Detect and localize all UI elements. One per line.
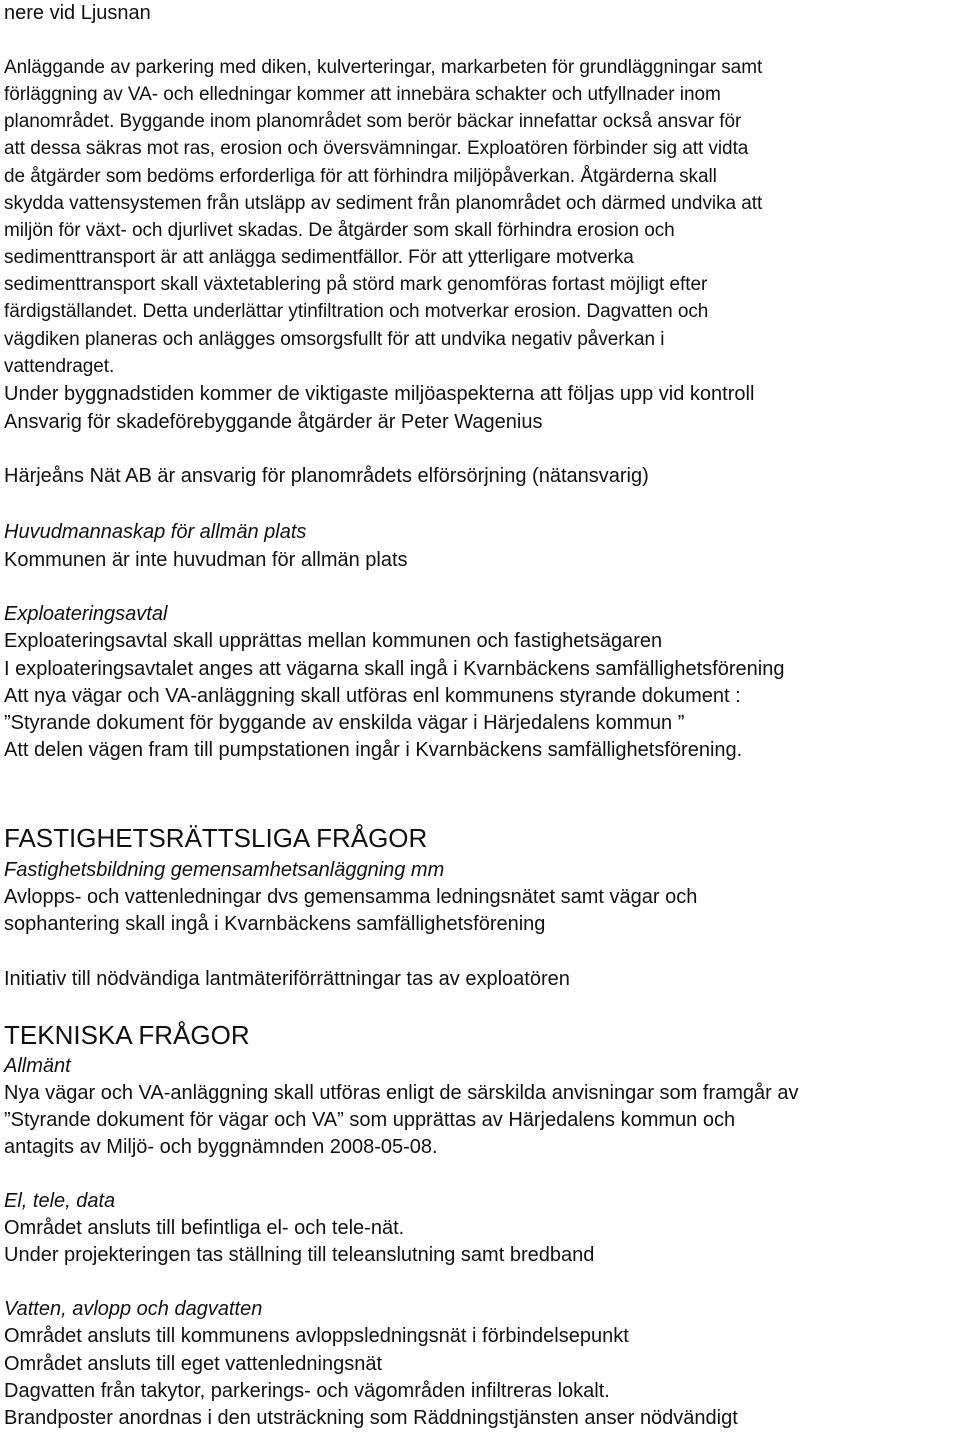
- paragraph-line: planområdet. Byggande inom planområdet som berör bäckar innefattar också ansvar för: [4, 111, 742, 132]
- section-subheading: El, tele, data: [4, 1190, 116, 1212]
- text-line: Dagvatten från takytor, parkerings- och vägområden infiltreras lokalt.: [4, 1380, 610, 1402]
- text-line: Initiativ till nödvändiga lantmäteriförrättningar tas av exploatören: [4, 968, 570, 990]
- section-subheading: Exploateringsavtal: [4, 603, 168, 625]
- text-line: Att delen vägen fram till pumpstationen ingår i Kvarnbäckens samfällighetsförening.: [4, 739, 743, 761]
- text-line: Under byggnadstiden kommer de viktigaste miljöaspekterna att följas upp vid kontroll: [4, 383, 755, 405]
- text-line: Nya vägar och VA-anläggning skall utföras enligt de särskilda anvisningar som framgår av: [4, 1082, 799, 1104]
- text-line: ”Styrande dokument för vägar och VA” som upprättas av Härjedalens kommun och: [4, 1109, 736, 1131]
- section-subheading: Allmänt: [4, 1055, 71, 1077]
- section-subheading: Huvudmannaskap för allmän plats: [4, 521, 307, 543]
- text-line: Brandposter anordnas i den utsträckning som Räddningstjänsten anser nödvändigt: [4, 1407, 738, 1429]
- text-line: Ansvarig för skadeförebyggande åtgärder är Peter Wagenius: [4, 411, 543, 433]
- paragraph-line: miljön för växt- och djurlivet skadas. De åtgärder som skall förhindra erosion och: [4, 220, 675, 241]
- text-line: I exploateringsavtalet anges att vägarna skall ingå i Kvarnbäckens samfällighetsförening: [4, 658, 785, 680]
- text-line: antagits av Miljö- och byggnämnden 2008-05-08.: [4, 1136, 438, 1158]
- paragraph-line: färdigställandet. Detta underlättar ytinfiltration och motverkar erosion. Dagvatten och: [4, 301, 709, 322]
- text-line: Avlopps- och vattenledningar dvs gemensamma ledningsnätet samt vägar och: [4, 886, 698, 908]
- text-line: ”Styrande dokument för byggande av enskilda vägar i Härjedalens kommun ”: [4, 712, 685, 734]
- paragraph-line: skydda vattensystemen från utsläpp av sediment från planområdet och därmed undvika att: [4, 193, 763, 214]
- paragraph-line: Anläggande av parkering med diken, kulverteringar, markarbeten för grundläggningar samt: [4, 57, 763, 78]
- text-line: Under projekteringen tas ställning till teleanslutning samt bredband: [4, 1244, 595, 1266]
- paragraph-line: förläggning av VA- och elledningar kommer att innebära schakter och utfyllnader inom: [4, 84, 721, 105]
- section-subheading: Fastighetsbildning gemensamhetsanläggning mm: [4, 859, 445, 881]
- paragraph-line: sedimenttransport skall växtetablering på störd mark genomföras fortast möjligt efter: [4, 274, 708, 295]
- section-subheading: Vatten, avlopp och dagvatten: [4, 1298, 263, 1320]
- paragraph-line: vägdiken planeras och anlägges omsorgsfullt för att undvika negativ påverkan i: [4, 329, 665, 350]
- paragraph-line: att dessa säkras mot ras, erosion och översvämningar. Exploatören förbinder sig att vidta: [4, 138, 749, 159]
- paragraph-line: sedimenttransport är att anlägga sedimentfällor. För att ytterligare motverka: [4, 247, 634, 268]
- text-line: Exploateringsavtal skall upprättas mellan kommunen och fastighetsägaren: [4, 630, 663, 652]
- text-line: Området ansluts till kommunens avloppsledningsnät i förbindelsepunkt: [4, 1325, 629, 1347]
- text-line: Området ansluts till befintliga el- och tele-nät.: [4, 1217, 405, 1239]
- text-line: Att nya vägar och VA-anläggning skall utföras enl kommunens styrande dokument :: [4, 685, 741, 707]
- text-line: sophantering skall ingå i Kvarnbäckens samfällighetsförening: [4, 913, 546, 935]
- text-line: Härjeåns Nät AB är ansvarig för planområdets elförsörjning (nätansvarig): [4, 465, 649, 487]
- text-line: nere vid Ljusnan: [4, 2, 151, 24]
- section-heading: FASTIGHETSRÄTTSLIGA FRÅGOR: [4, 823, 428, 853]
- section-heading: TEKNISKA FRÅGOR: [4, 1020, 250, 1050]
- paragraph-line: vattendraget.: [4, 356, 115, 377]
- text-line: Området ansluts till eget vattenledningsnät: [4, 1353, 382, 1375]
- text-line: Kommunen är inte huvudman för allmän plats: [4, 549, 408, 571]
- paragraph-line: de åtgärder som bedöms erforderliga för att förhindra miljöpåverkan. Åtgärderna skall: [4, 166, 717, 187]
